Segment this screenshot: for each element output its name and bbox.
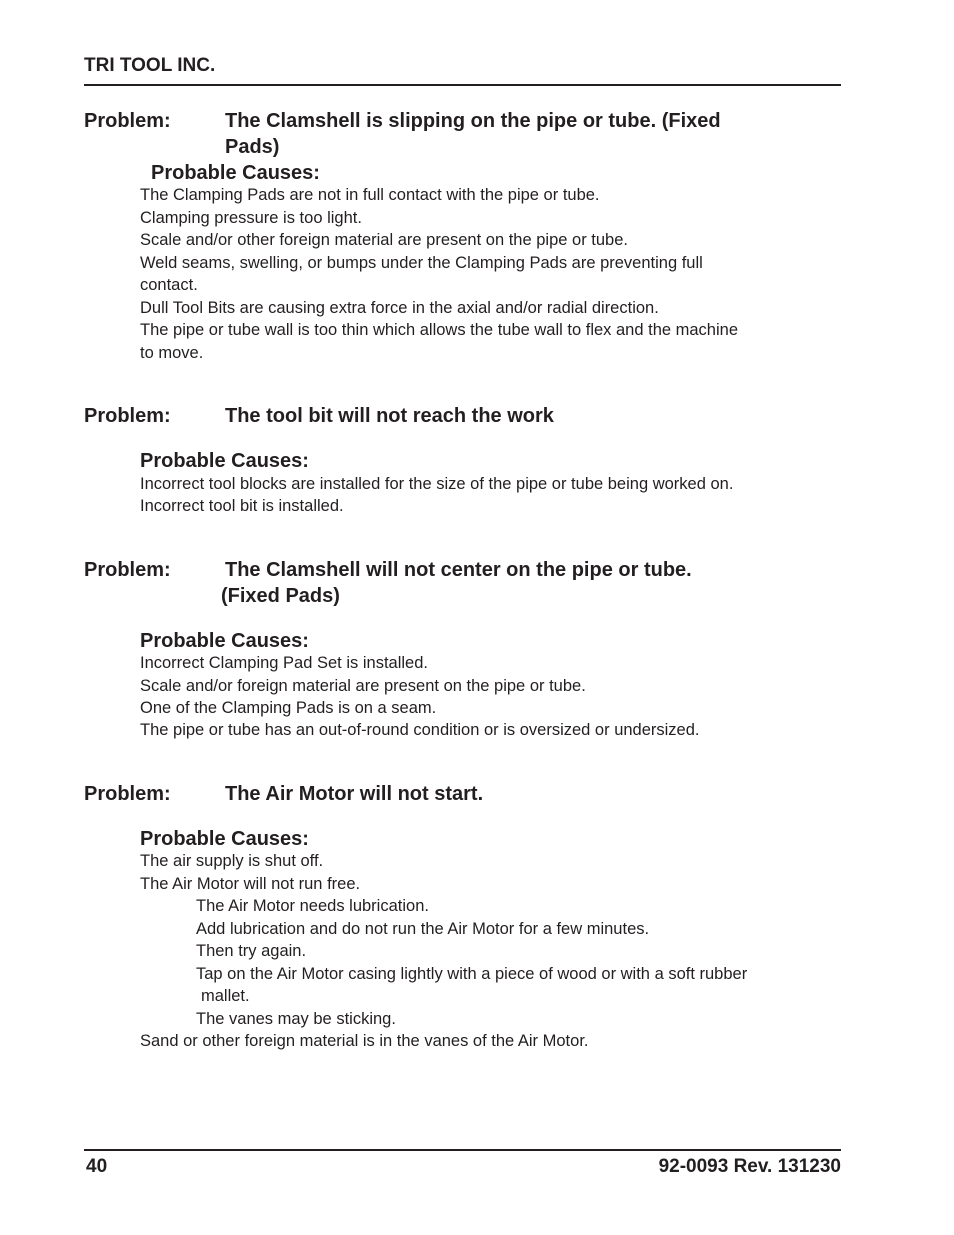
cause-item: The pipe or tube wall is too thin which allows the tube wall to flex and the machine	[140, 321, 739, 339]
problem-title: The Air Motor will not start.	[225, 783, 484, 805]
cause-sub-item: Add lubrication and do not run the Air Motor for a few minutes.	[196, 920, 650, 938]
cause-sub-item: The Air Motor needs lubrication.	[196, 897, 429, 915]
problem-title: The tool bit will not reach the work	[225, 405, 554, 427]
footer-divider	[84, 1149, 841, 1151]
cause-sub-item: The vanes may be sticking.	[196, 1010, 396, 1028]
problem-title: The Clamshell will not center on the pipe or tube.	[225, 559, 692, 581]
problem-title: The Clamshell is slipping on the pipe or tube. (Fixed	[225, 110, 721, 132]
problem-label: Problem:	[84, 783, 171, 805]
cause-item: The pipe or tube has an out-of-round condition or is oversized or undersized.	[140, 721, 700, 739]
cause-item: Incorrect tool blocks are installed for the size of the pipe or tube being worked on.	[140, 475, 734, 493]
problem-title-continued: (Fixed Pads)	[221, 585, 340, 607]
problem-label: Problem:	[84, 559, 171, 581]
causes-heading: Probable Causes:	[151, 162, 320, 184]
cause-item: to move.	[140, 344, 204, 362]
cause-item: Dull Tool Bits are causing extra force in the axial and/or radial direction.	[140, 299, 659, 317]
causes-heading: Probable Causes:	[140, 630, 309, 652]
causes-heading: Probable Causes:	[140, 450, 309, 472]
company-header: TRI TOOL INC.	[84, 55, 216, 76]
header-divider	[84, 84, 841, 86]
cause-item: The air supply is shut off.	[140, 852, 324, 870]
cause-item: Incorrect Clamping Pad Set is installed.	[140, 654, 428, 672]
cause-item: Weld seams, swelling, or bumps under the Clamping Pads are preventing full	[140, 254, 703, 272]
cause-item: Incorrect tool bit is installed.	[140, 497, 344, 515]
cause-item: The Clamping Pads are not in full contact with the pipe or tube.	[140, 186, 600, 204]
cause-sub-item: Then try again.	[196, 942, 307, 960]
cause-item: Scale and/or other foreign material are present on the pipe or tube.	[140, 231, 628, 249]
cause-item: One of the Clamping Pads is on a seam.	[140, 699, 437, 717]
page-number: 40	[86, 1156, 108, 1177]
cause-sub-item: mallet.	[201, 987, 250, 1005]
cause-item: The Air Motor will not run free.	[140, 875, 361, 893]
problem-title-continued: Pads)	[225, 136, 280, 158]
problem-label: Problem:	[84, 405, 171, 427]
cause-item: Clamping pressure is too light.	[140, 209, 362, 227]
cause-sub-item: Tap on the Air Motor casing lightly with a piece of wood or with a soft rubber	[196, 965, 748, 983]
document-revision: 92-0093 Rev. 131230	[658, 1156, 841, 1177]
cause-item: contact.	[140, 276, 198, 294]
cause-item: Scale and/or foreign material are present on the pipe or tube.	[140, 677, 586, 695]
cause-item: Sand or other foreign material is in the vanes of the Air Motor.	[140, 1032, 589, 1050]
problem-label: Problem:	[84, 110, 171, 132]
causes-heading: Probable Causes:	[140, 828, 309, 850]
